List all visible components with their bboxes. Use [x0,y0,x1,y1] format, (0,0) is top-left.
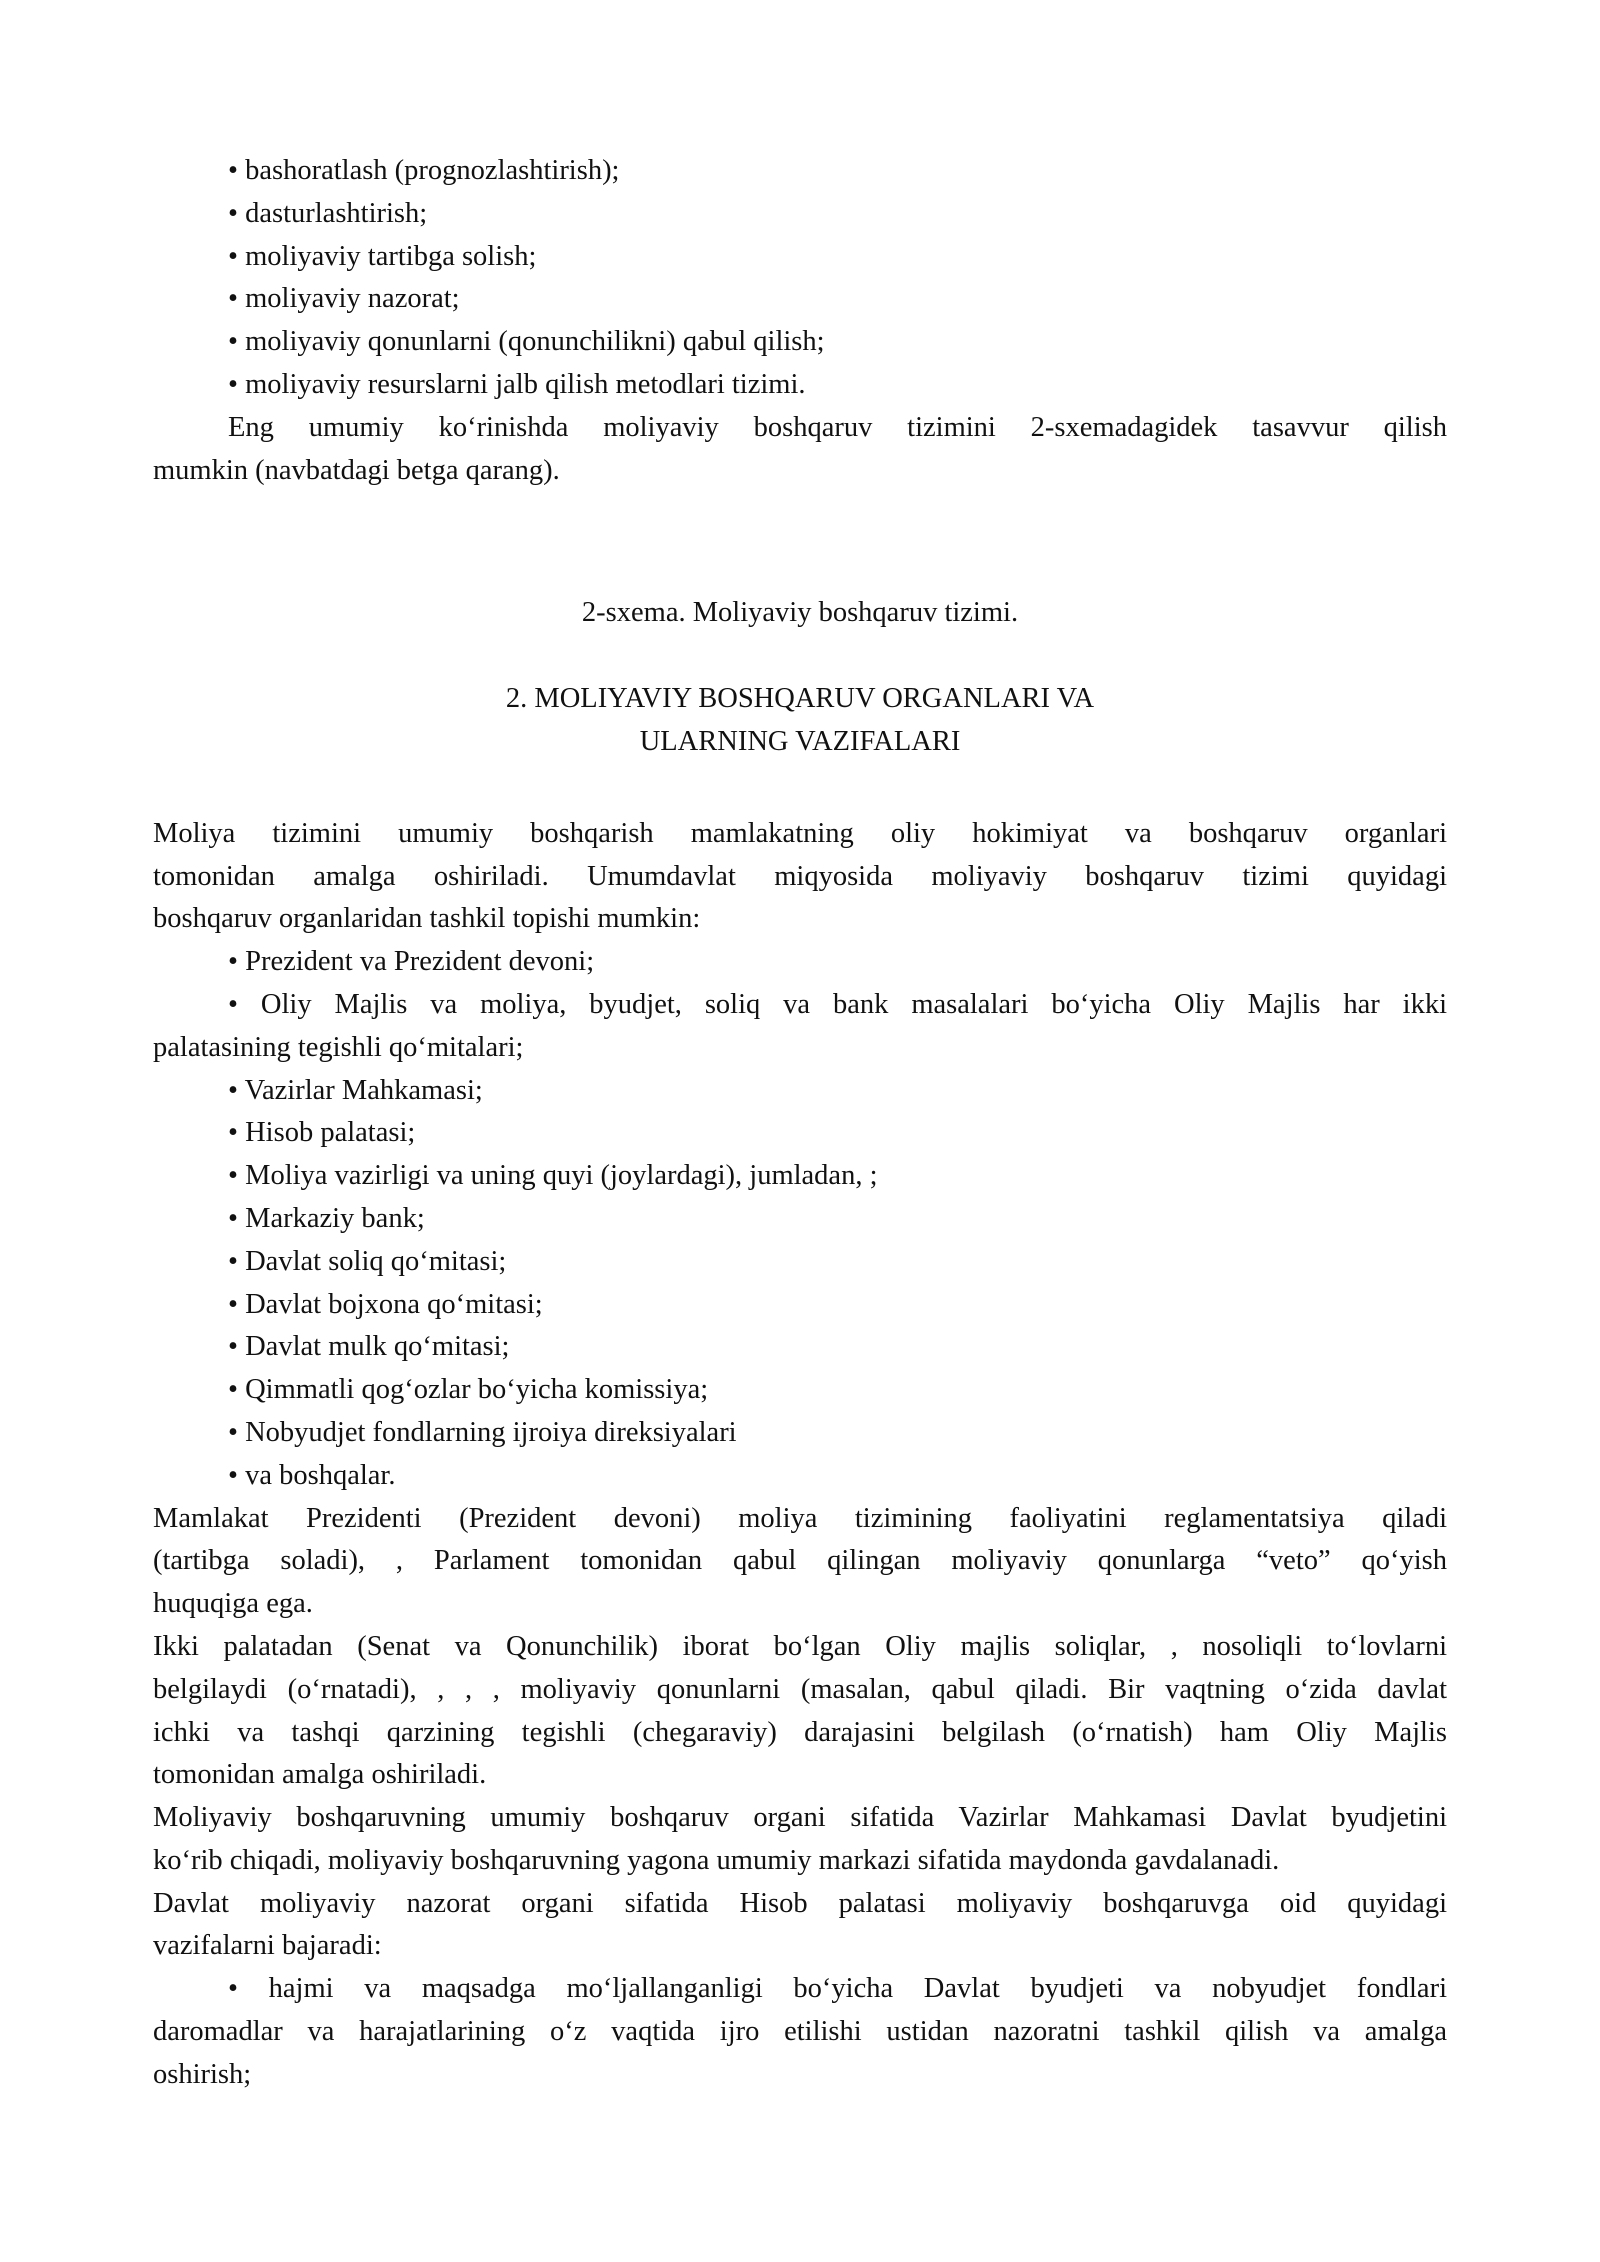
list-item: • moliyaviy qonunlarni (qonunchilikni) qabul qilish; [228,326,825,358]
list-item: • Qimmatli qog‘ozlar bo‘yicha komissiya; [228,1374,709,1406]
paragraph-line: huquqiga ega. [153,1588,313,1620]
paragraph-line: Mamlakat Prezidenti (Prezident devoni) moliya tizimining faoliyatini reglamentatsiya qiladi [153,1502,1447,1534]
paragraph-line: mumkin (navbatdagi betga qarang). [153,454,560,486]
paragraph-line: ichki va tashqi qarzining tegishli (chegaraviy) darajasini belgilash (o‘rnatish) ham Oliy Majlis [153,1716,1447,1748]
paragraph-line: Ikki palatadan (Senat va Qonunchilik) iborat bo‘lgan Oliy majlis soliqlar, , nosoliqli to‘lovlarni [153,1630,1447,1662]
list-item: • Prezident va Prezident devoni; [228,946,595,978]
list-item: • moliyaviy resurslarni jalb qilish metodlari tizimi. [228,368,806,400]
paragraph-line: tomonidan amalga oshiriladi. Umumdavlat miqyosida moliyaviy boshqaruv tizimi quyidagi [153,860,1447,892]
intro-paragraph [153,407,1447,493]
paragraph-line: (tartibga soladi), , Parlament tomonidan qabul qilingan moliyaviy qonunlarga “veto” qo‘yish [153,1545,1447,1577]
list-item: • Vazirlar Mahkamasi; [228,1074,483,1106]
list-item: • Moliya vazirligi va uning quyi (joylardagi), jumladan, ; [228,1160,878,1192]
list-item: • Davlat bojxona qo‘mitasi; [228,1288,543,1320]
list-item: • Davlat soliq qo‘mitasi; [228,1245,507,1277]
list-item: • Hisob palatasi; [228,1117,416,1149]
list-item: • moliyaviy tartibga solish; [228,240,537,272]
paragraph-oliy-majlis [153,1626,1447,1797]
list-item: • Nobyudjet fondlarning ijroiya direksiyalari [228,1416,737,1448]
paragraph-line: Davlat moliyaviy nazorat organi sifatida Hisob palatasi moliyaviy boshqaruvga oid quyidagi [153,1887,1447,1919]
list-item-continuation: oshirish; [153,2058,252,2090]
paragraph-line: vazifalarni bajaradi: [153,1930,382,1962]
list-item: • Davlat mulk qo‘mitasi; [228,1331,510,1363]
heading-line: 2. MOLIYAVIY BOSHQARUV ORGANLARI VA [505,683,1095,715]
list-item: • hajmi va maqsadga mo‘ljallanganligi bo‘yicha Davlat byudjeti va nobyudjet fondlari [228,1973,1447,2005]
list-item: • bashoratlash (prognozlashtirish); [228,155,620,186]
list-item: • moliyaviy nazorat; [228,283,460,315]
heading-line: ULARNING VAZIFALARI [639,725,961,757]
paragraph-line: Eng umumiy ko‘rinishda moliyaviy boshqaruv tizimini 2-sxemadagidek tasavvur qilish [228,411,1447,443]
paragraph-line: belgilaydi (o‘rnatadi), , , , moliyaviy qonunlarni (masalan, qabul qiladi. Bir vaqtning o‘zida davlat [153,1673,1447,1705]
list-item: • dasturlashtirish; [228,197,428,229]
top-bullet-list [153,150,1447,407]
paragraph-cabinet [153,1797,1447,1883]
list-item: • Oliy Majlis va moliya, byudjet, soliq va bank masalalari bo‘yicha Oliy Majlis har ikki [228,988,1447,1020]
paragraph-audit-chamber [153,1883,1447,1969]
paragraph-line: Moliya tizimini umumiy boshqarish mamlakatning oliy hokimiyat va boshqaruv organlari [153,817,1447,849]
paragraph-president [153,1498,1447,1626]
list-item-continuation: daromadlar va harajatlarining o‘z vaqtida ijro etilishi ustidan nazoratni tashkil qilish va amalga [153,2016,1447,2048]
paragraph-line: ko‘rib chiqadi, moliyaviy boshqaruvning yagona umumiy markazi sifatida maydonda gavdalanadi. [153,1844,1280,1876]
list-item-continuation: palatasining tegishli qo‘mitalari; [153,1031,524,1063]
scheme-caption: 2-sxema. Moliyaviy boshqaruv tizimi. [581,597,1019,629]
list-item: • Markaziy bank; [228,1202,425,1234]
paragraph-line: boshqaruv organlaridan tashkil topishi mumkin: [153,903,701,935]
organs-list [153,941,1447,1497]
paragraph-line: tomonidan amalga oshiriladi. [153,1759,487,1791]
audit-bullet [153,1968,1447,2096]
paragraph-management [153,813,1447,941]
list-item: • va boshqalar. [228,1459,396,1491]
page-content [153,150,1447,2097]
section-heading [153,678,1447,764]
paragraph-line: Moliyaviy boshqaruvning umumiy boshqaruv organi sifatida Vazirlar Mahkamasi Davlat byudjetini [153,1802,1447,1834]
